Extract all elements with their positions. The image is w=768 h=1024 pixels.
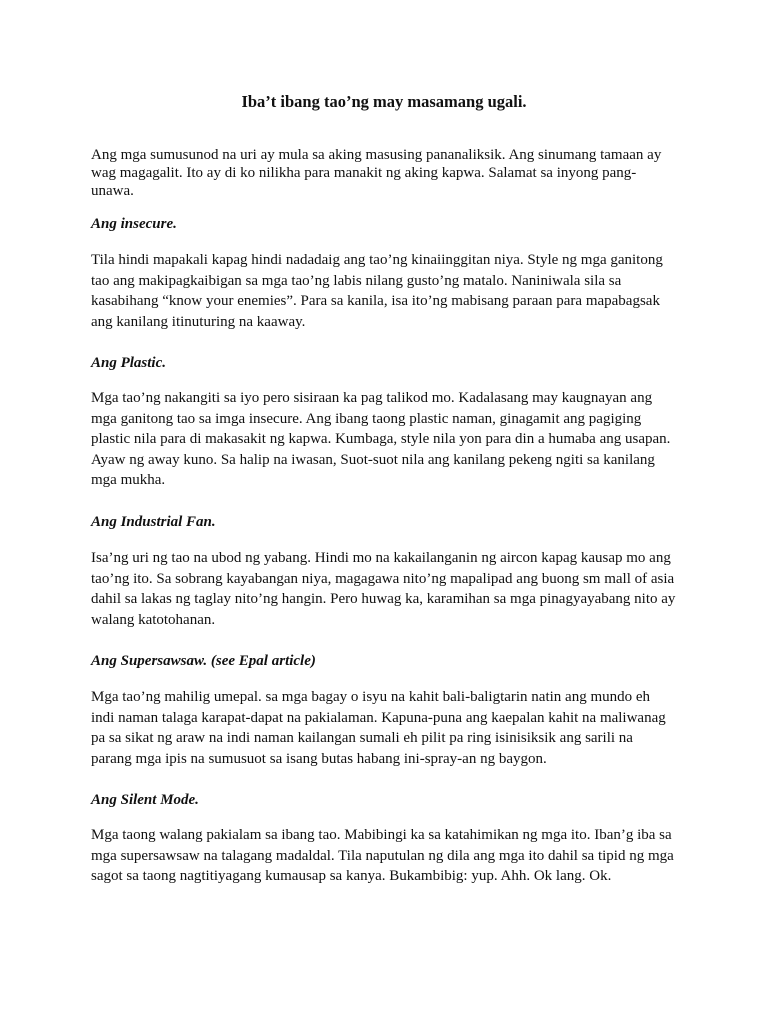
body-line: Ayaw ng away kuno. Sa halip na iwasan, Suot-suot nila ang kanilang pekeng ngiti sa kanilang	[91, 451, 655, 468]
section-heading-supersawsaw: Ang Supersawsaw. (see Epal article)	[91, 653, 316, 669]
body-line: mga mukha.	[91, 472, 166, 489]
body-line: tao ang makipagkaibigan sa mga tao’ng labis nilang gusto’ng matalo. Naniniwala sila sa	[91, 272, 622, 289]
body-line: Mga tao’ng mahilig umepal. sa mga bagay o isyu na kahit bali-baligtarin natin ang mundo eh	[91, 689, 651, 705]
body-line: plastic nila para di makasakit ng kapwa. Kumbaga, style nila yon para din a humaba ang usapan.	[91, 431, 671, 448]
section-heading-insecure: Ang insecure.	[91, 216, 177, 232]
section-body-silent-mode	[91, 825, 691, 887]
body-line: walang katotohanan.	[91, 611, 216, 628]
section-heading-industrial-fan: Ang Industrial Fan.	[91, 514, 216, 530]
body-line: sagot sa taong nagtitiyagang kumausap sa kanya. Bukambibig: yup. Ahh. Ok lang. Ok.	[91, 868, 612, 885]
intro-line: Ang mga sumusunod na uri ay mula sa aking masusing pananaliksik. Ang sinumang tamaan ay	[91, 147, 662, 163]
body-line: Mga tao’ng nakangiti sa iyo pero sisiraan ka pag talikod mo. Kadalasang may kaugnayan ang	[91, 390, 653, 406]
section-heading-silent-mode: Ang Silent Mode.	[91, 792, 199, 808]
intro-line: unawa.	[91, 183, 134, 199]
body-line: pa sa sikat ng araw na indi naman kailangan sumali eh pilit pa ring isinisiksik ang sarili na	[91, 730, 633, 747]
body-line: parang mga ipis na sumusuot sa isang butas habang ini-spray-an ng baygon.	[91, 750, 547, 767]
intro-paragraph	[91, 146, 691, 200]
section-body-plastic	[91, 388, 691, 491]
section-body-supersawsaw	[91, 687, 691, 769]
body-line: Isa’ng uri ng tao na ubod ng yabang. Hindi mo na kakailanganin ng aircon kapag kausap mo ang	[91, 550, 671, 566]
intro-line: wag magagalit. Ito ay di ko nilikha para manakit ng aking kapwa. Salamat sa inyong pang-	[91, 165, 637, 181]
body-line: Tila hindi mapakali kapag hindi nadadaig ang tao’ng kinaiinggitan niya. Style ng mga ganitong	[91, 252, 663, 268]
body-line: tao’ng ito. Sa sobrang kayabangan niya, magagawa nito’ng mapalipad ang buong sm mall of asia	[91, 570, 675, 587]
body-line: mga ganitong tao sa imga insecure. Ang ibang taong plastic naman, ginagamit ang pagiging	[91, 410, 642, 427]
body-line: Mga taong walang pakialam sa ibang tao. Mabibingi ka sa katahimikan ng mga ito. Iban’g iba sa	[91, 827, 672, 843]
body-line: ang kanilang itinuturing na kaaway.	[91, 313, 306, 330]
section-heading-plastic: Ang Plastic.	[91, 355, 167, 371]
body-line: kasabihang “know your enemies”. Para sa kanila, isa ito’ng mabisang paraan para mapabagsak	[91, 293, 660, 310]
body-line: mga supersawsaw na talagang madaldal. Tila naputulan ng dila ang mga ito dahil sa tipid ng mga	[91, 847, 674, 864]
section-body-insecure	[91, 250, 691, 332]
body-line: dahil sa lakas ng taglay nito’ng hangin. Pero huwag ka, karamihan sa mga pinagyayabang nito ay	[91, 591, 676, 608]
document-title: Iba’t ibang tao’ng may masamang ugali.	[241, 92, 527, 111]
section-body-industrial-fan	[91, 548, 691, 630]
body-line: indi naman talaga karapat-dapat na pakialaman. Kapuna-puna ang kaepalan kahit na maliwanag	[91, 709, 666, 726]
